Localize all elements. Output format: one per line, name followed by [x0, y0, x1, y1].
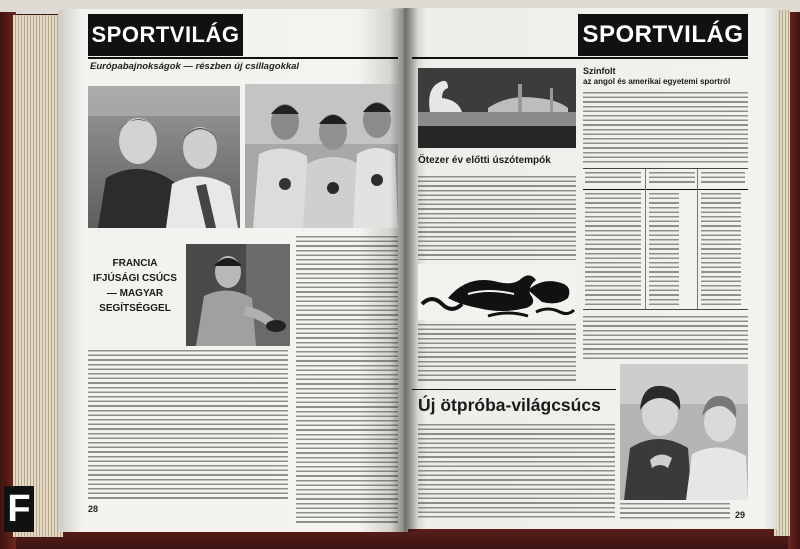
section-subtitle: Európabajnokságok — részben új csillagokkal — [90, 61, 300, 72]
photo-discus-thrower-image — [186, 244, 290, 346]
left-article-body-left-column — [88, 350, 288, 500]
left-header-rule — [88, 57, 398, 59]
article-1-title: Ötezer év előtti úszótempók — [418, 155, 551, 166]
photo-pool-statue-image — [418, 68, 576, 148]
book-gutter-shadow — [390, 8, 418, 532]
table-header-text — [649, 172, 695, 186]
article-1-body-text-continued — [418, 324, 576, 384]
table-column-divider — [697, 169, 698, 309]
left-masthead: SPORTVILÁG — [88, 14, 243, 56]
feature-heading — [88, 256, 182, 316]
table-column-divider — [645, 169, 646, 309]
photo-smiling-athletes-image — [620, 364, 748, 500]
photo-pool-statue — [418, 68, 576, 148]
table-column-values — [649, 193, 679, 307]
page-number-left: 28 — [88, 504, 99, 514]
table-header-text — [585, 172, 641, 186]
table-header-rule — [583, 189, 748, 190]
article-2-body-text — [418, 424, 615, 520]
sidebar-body-text — [583, 92, 748, 164]
page-number-right: 29 — [735, 510, 746, 520]
page-stack-left — [13, 15, 63, 537]
feature-heading-line: IFJÚSÁGI CSÚCS — [93, 273, 177, 284]
illustration-ancient-swimmers — [418, 264, 576, 320]
edge-letter-label: F — [4, 486, 34, 532]
photo-smiling-athletes — [620, 364, 748, 500]
photo-discus-thrower — [186, 244, 290, 346]
article-divider-rule — [412, 389, 616, 390]
photo-young-athletes — [88, 86, 240, 228]
table-row-labels — [585, 193, 641, 307]
photo-young-athletes-image — [88, 86, 240, 228]
right-header-rule — [412, 57, 748, 59]
feature-heading-line: FRANCIA — [112, 258, 158, 269]
illustration-ancient-swimmers-image — [418, 264, 576, 320]
comparison-table — [583, 168, 748, 310]
photo-medalists-image — [245, 84, 398, 228]
feature-heading-line: — MAGYAR — [106, 288, 164, 299]
sidebar-kicker: Szinfolt — [583, 66, 616, 76]
article-2-title: Új ötpróba-világcsúcs — [418, 395, 601, 415]
photo-caption-text — [620, 503, 730, 521]
photo-medalists — [245, 84, 398, 228]
table-header-text — [701, 172, 745, 186]
left-article-body-right-column — [296, 236, 398, 524]
table-column-values — [701, 193, 741, 307]
article-1-body-text — [418, 176, 576, 260]
sidebar-body-text-continued — [583, 316, 748, 362]
right-masthead: SPORTVILÁG — [578, 14, 748, 56]
feature-heading-line: SEGÍTSÉGGEL — [99, 303, 171, 314]
sidebar-title: az angol és amerikai egyetemi sportról — [583, 77, 731, 86]
